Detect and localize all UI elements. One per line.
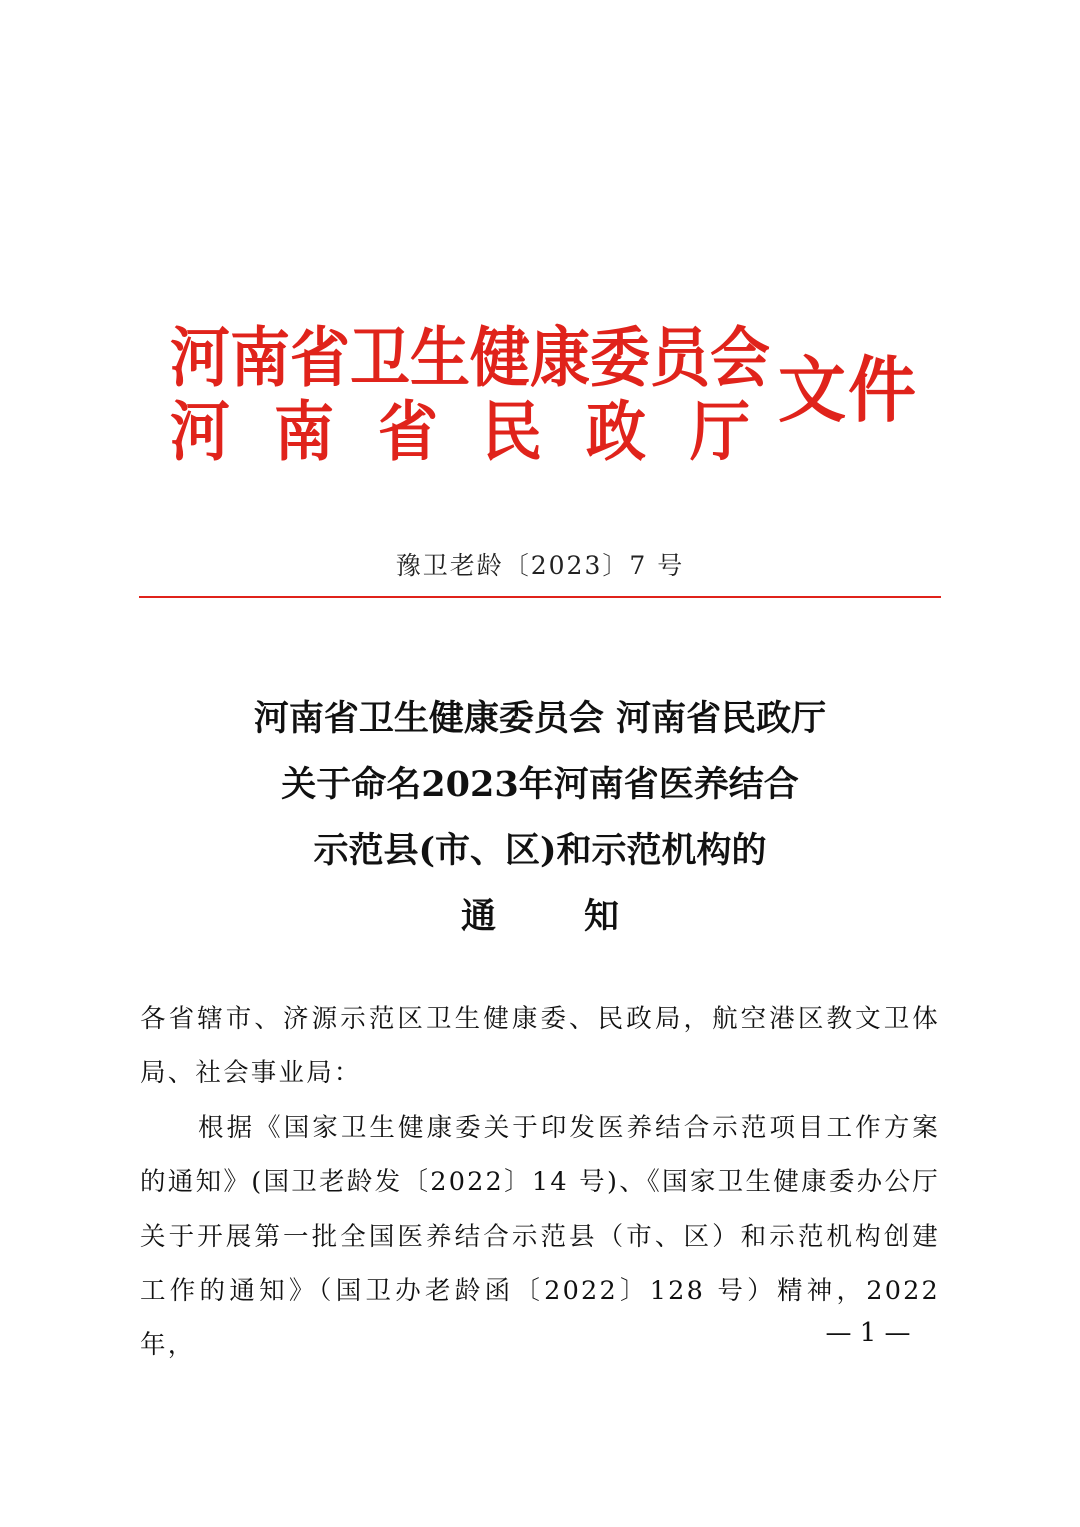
document-title	[0, 698, 1080, 962]
title-notice-char: 知	[584, 896, 620, 937]
title-line-2: 关于命名2023年河南省医养结合	[281, 764, 799, 805]
red-divider	[139, 596, 941, 598]
title-line-3: 示范县(市、区)和示范机构的	[313, 830, 767, 871]
issuer-line-2-char: 南	[274, 394, 334, 471]
header-suffix: 文件	[778, 349, 919, 433]
issuer-line-2-char: 民	[482, 394, 542, 471]
title-notice	[0, 896, 1080, 962]
issuer-line-2-char: 政	[586, 394, 646, 471]
page-number: — 1 —	[825, 1318, 911, 1348]
document-number: 豫卫老龄〔2023〕7 号	[395, 551, 685, 580]
issuer-line-2-char: 厅	[690, 394, 750, 471]
issuer-line-2	[170, 394, 750, 471]
body-paragraph: 根据《国家卫生健康委关于印发医养结合示范项目工作方案的通知》(国卫老龄发〔2022〕14 号)、《国家卫生健康委办公厅关于开展第一批全国医养结合示范县（市、区）和示范机构创建工作的通知》（国卫办老龄函〔2022〕128 号）精神，2022 年，	[140, 1112, 940, 1361]
issuer-line-2-char: 省	[378, 394, 438, 471]
salutation: 各省辖市、济源示范区卫生健康委、民政局，航空港区教文卫体局、社会事业局：	[140, 1004, 940, 1089]
title-notice-char: 通	[460, 896, 496, 937]
title-line-1: 河南省卫生健康委员会 河南省民政厅	[253, 698, 827, 739]
document-body	[140, 992, 940, 1373]
issuer-line-1: 河南省卫生健康委员会	[170, 320, 770, 397]
issuer-line-2-char: 河	[170, 394, 230, 471]
red-header	[170, 318, 930, 471]
